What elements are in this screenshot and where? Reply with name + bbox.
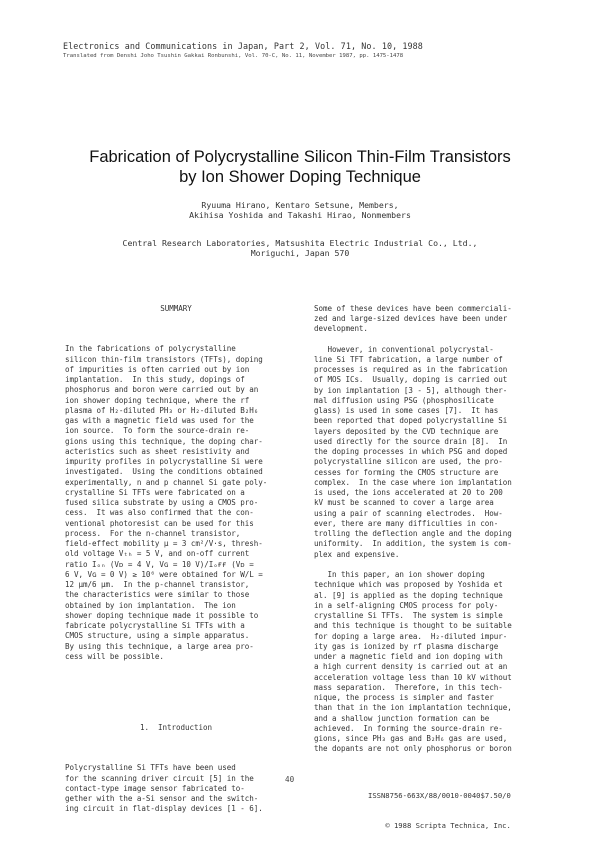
title-line-2: by Ion Shower Doping Technique xyxy=(179,168,421,186)
title-line-1: Fabrication of Polycrystalline Silicon Thin-Film Transistors xyxy=(89,148,511,166)
translation-source: Translated from Denshi Joho Tsushin Gakkai Ronbunshi, Vol. 70-C, No. 11, November 1987, pp. 1475-1478 xyxy=(63,53,404,59)
copyright-line: © 1988 Scripta Technica, Inc. xyxy=(385,821,511,830)
publication-info xyxy=(368,771,511,841)
authors-line-2: Akihisa Yoshida and Takashi Hirao, Nonmembers xyxy=(189,210,411,221)
affiliation-line-2: Moriguchi, Japan 570 xyxy=(250,248,350,259)
authors-line-1: Ryuuma Hirano, Kentaro Setsune, Members, xyxy=(201,200,399,210)
issn-line: ISSN8756-663X/88/0010-0040$7.50/0 xyxy=(368,791,511,800)
affiliation xyxy=(0,238,600,259)
page-number: 40 xyxy=(285,775,295,784)
right-column-text: Some of these devices have been commerciali- zed and large-sized devices have been under development. However, in conventional polycrystal- line Si TFT fabrication, a large number of processes is required as in the fabrication of MOS ICs. Usually, doping is carried out by ion implantation [3 - 5], although ther- mal diffusion using PSG (phosphosilicate glass) is used in some cases [7]. It has been reported that doped polycrystalline Si layers deposited by the CVD technique are used directly for the source drain [8]. In the doping processes in which PSG and doped polycrystalline silicon are used, the pro- cesses for forming the CMOS structure are complex. In the case where ion implantation is used, the ions accelerated at 20 to 200 kV must be scanned to cover a large area using a pair of scanning electrodes. How- ever, there are many difficulties in con- trolling the deflection angle and the doping uniformity. In addition, the system is com- plex and expensive. In this paper, an ion shower doping technique which was proposed by Yoshida et al. [9] is applied as the doping technique in a self-aligning CMOS process for poly- crystalline Si TFTs. The system is simple and this technique is thought to be suitable for doping a large area. H₂-diluted impur- ity gas is ionized by rf plasma discharge under a magnetic field and ion doping with a high current density is carried out at an acceleration voltage less than 10 kV without mass separation. Therefore, in this tech- nique, the process is simpler and faster than that in the ion implantation technique, and a shallow junction formation can be achieved. In forming the source-drain re- gions, since PH₃ gas and B₂H₆ gas are used, the dopants are not only phosphorus or boron xyxy=(314,303,512,754)
affiliation-line-1: Central Research Laboratories, Matsushita Electric Industrial Co., Ltd., xyxy=(122,238,478,248)
introduction-heading: 1. Introduction xyxy=(140,722,212,732)
journal-citation: Electronics and Communications in Japan, Part 2, Vol. 71, No. 10, 1988 xyxy=(63,41,423,51)
summary-text: In the fabrications of polycrystalline silicon thin-film transistors (TFTs), doping of impurities is often carried out by ion implantation. In this study, dopings of phosphorus and boron were carried out by an ion shower doping technique, where the rf plasma of H₂-diluted PH₃ or H₂-diluted B₂H₆ gas with a magnetic field was used for the ion source. To form the source-drain re- gions using this technique, the doping char- acteristics such as sheet resistivity and impurity profiles in polycrystalline Si were investigated. Using the conditions obtained experimentally, n and p channel Si gate poly- crystalline Si TFTs were fabricated on a fused silica substrate by using a CMOS pro- cess. It was also confirmed that the con- ventional photoresist can be used for this process. For the n-channel transistor, field-effect mobility μ = 3 cm²/V·s, thresh- old voltage Vₜₕ = 5 V, and on-off current ratio Iₒₙ (Vᴅ = 4 V, Vɢ = 10 V)/Iₒғғ (Vᴅ = 6 V, Vɢ = 0 V) ≥ 10⁶ were obtained for W/L = 12 μm/6 μm. In the p-channel transistor, the characteristics were similar to those obtained by ion implantation. The ion shower doping technique made it possible to fabricate polycrystalline Si TFTs with a CMOS structure, using a simple apparatus. By using this technique, a large area pro- cess will be possible. xyxy=(65,344,268,661)
introduction-text: Polycrystalline Si TFTs have been used for the scanning driver circuit [5] in the contact-type image sensor fabricated to- gether with the a-Si sensor and the switch- ing circuit in flat-display devices [1 - 6]. xyxy=(65,763,263,814)
paper-title xyxy=(0,147,600,187)
summary-heading: SUMMARY xyxy=(160,303,192,313)
right-column xyxy=(314,283,544,765)
left-column xyxy=(65,283,287,825)
author-list xyxy=(0,200,600,221)
